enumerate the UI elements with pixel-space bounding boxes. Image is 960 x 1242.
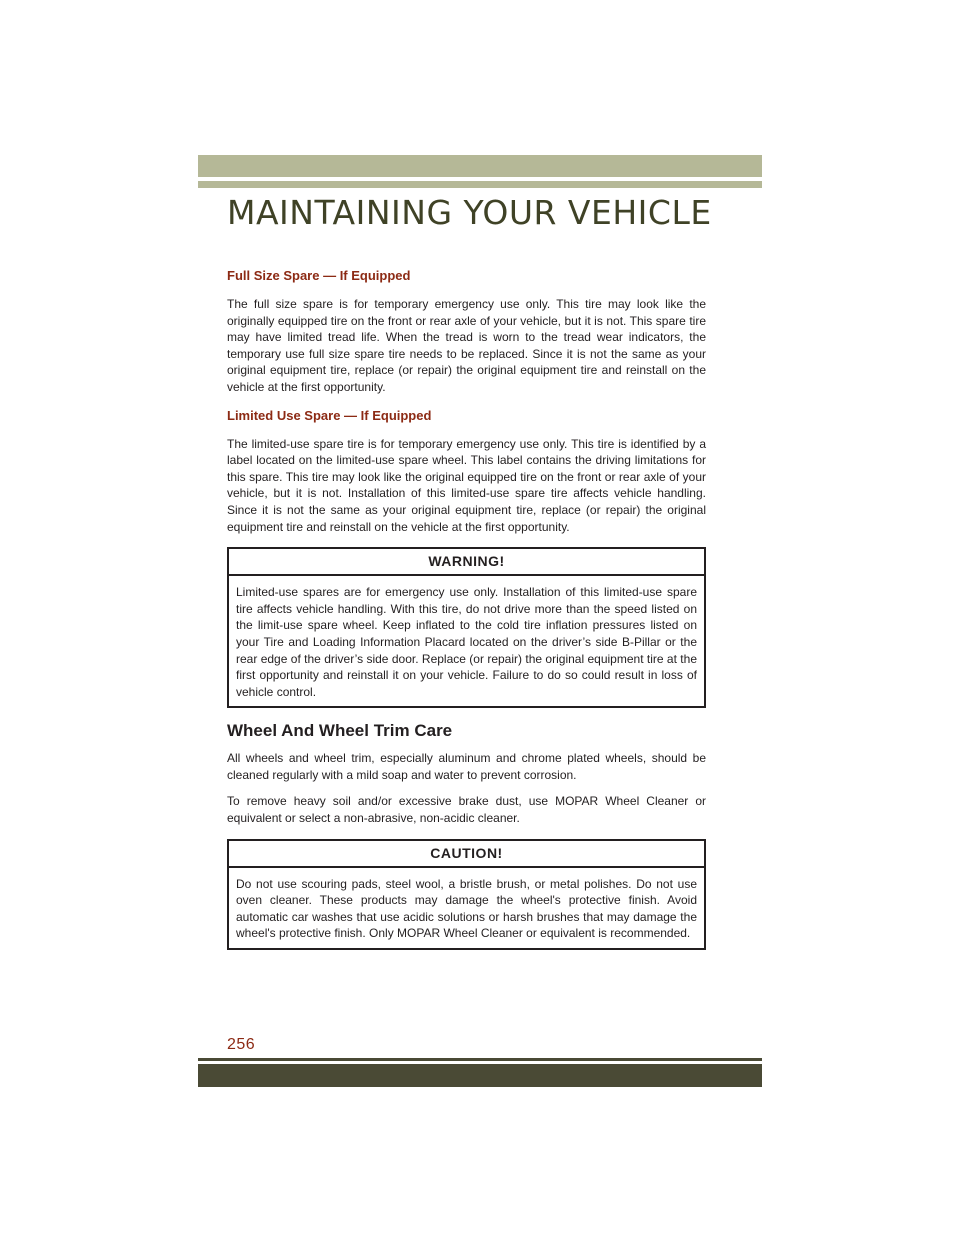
caution-box [227, 839, 706, 950]
page-content [227, 266, 706, 962]
full-size-spare-body: The full size spare is for temporary emergency use only. This tire may look like the originally equipped tire on the front or rear axle of your vehicle, but it is not. This spare tire may have limited tread life. When the tread is worn to the tread wear indicators, the temporary use full size spare tire needs to be replaced. Since it is not the same as your original equipment tire, replace (or repair) the original equipment tire and reinstall on the vehicle at the first opportunity. [227, 297, 706, 394]
limited-use-spare-heading: Limited Use Spare — If Equipped [227, 407, 432, 423]
page-number: 256 [227, 1036, 256, 1053]
limited-use-spare-body: The limited-use spare tire is for temporary emergency use only. This tire is identified by a label located on the limited-use spare wheel. This label contains the driving limitations for this spare. This tire may look like the original equipped tire on the front or rear axle of your vehicle, but it is not. Installation of this limited-use spare tire affects vehicle handling. Since it is not the same as your original equipment tire, replace (or repair) the original equipment tire and reinstall on the vehicle at the first opportunity. [227, 436, 706, 534]
header-band [198, 155, 762, 177]
footer-rule [198, 1058, 762, 1061]
full-size-spare-heading: Full Size Spare — If Equipped [227, 268, 411, 283]
wheel-care-heading: Wheel And Wheel Trim Care [227, 721, 453, 741]
footer-band [198, 1064, 762, 1087]
caution-title: CAUTION! [229, 841, 704, 868]
section-title: MAINTAINING YOUR VEHICLE [227, 193, 712, 232]
caution-body: Do not use scouring pads, steel wool, a bristle brush, or metal polishes. Do not use oven cleaner. These products may damage the wheel's protective finish. Avoid automatic car washes that use acidic solutions or harsh brushes that may damage the wheel's protective finish. Only MOPAR Wheel Cleaner or equivalent is recommended. [236, 876, 697, 941]
warning-title: WARNING! [229, 549, 704, 576]
header-rule [198, 181, 762, 188]
warning-body: Limited-use spares are for emergency use only. Installation of this limited-use spare tire affects vehicle handling. With this tire, do not drive more than the speed listed on the limit-use spare wheel. Keep inflated to the cold tire inflation pressures listed on your Tire and Loading Information Placard located on the driver’s side B-Pillar or the rear edge of the driver’s side door. Replace (or repair) the original equipment tire at the first opportunity and reinstall it on your vehicle. Failure to do so could result in loss of vehicle control. [236, 585, 697, 699]
wheel-care-para-1: All wheels and wheel trim, especially aluminum and chrome plated wheels, should be cleaned regularly with a mild soap and water to prevent corrosion. [227, 751, 706, 782]
wheel-care-para-2: To remove heavy soil and/or excessive brake dust, use MOPAR Wheel Cleaner or equivalent or select a non-abrasive, non-acidic cleaner. [227, 794, 706, 826]
warning-box [227, 547, 706, 708]
